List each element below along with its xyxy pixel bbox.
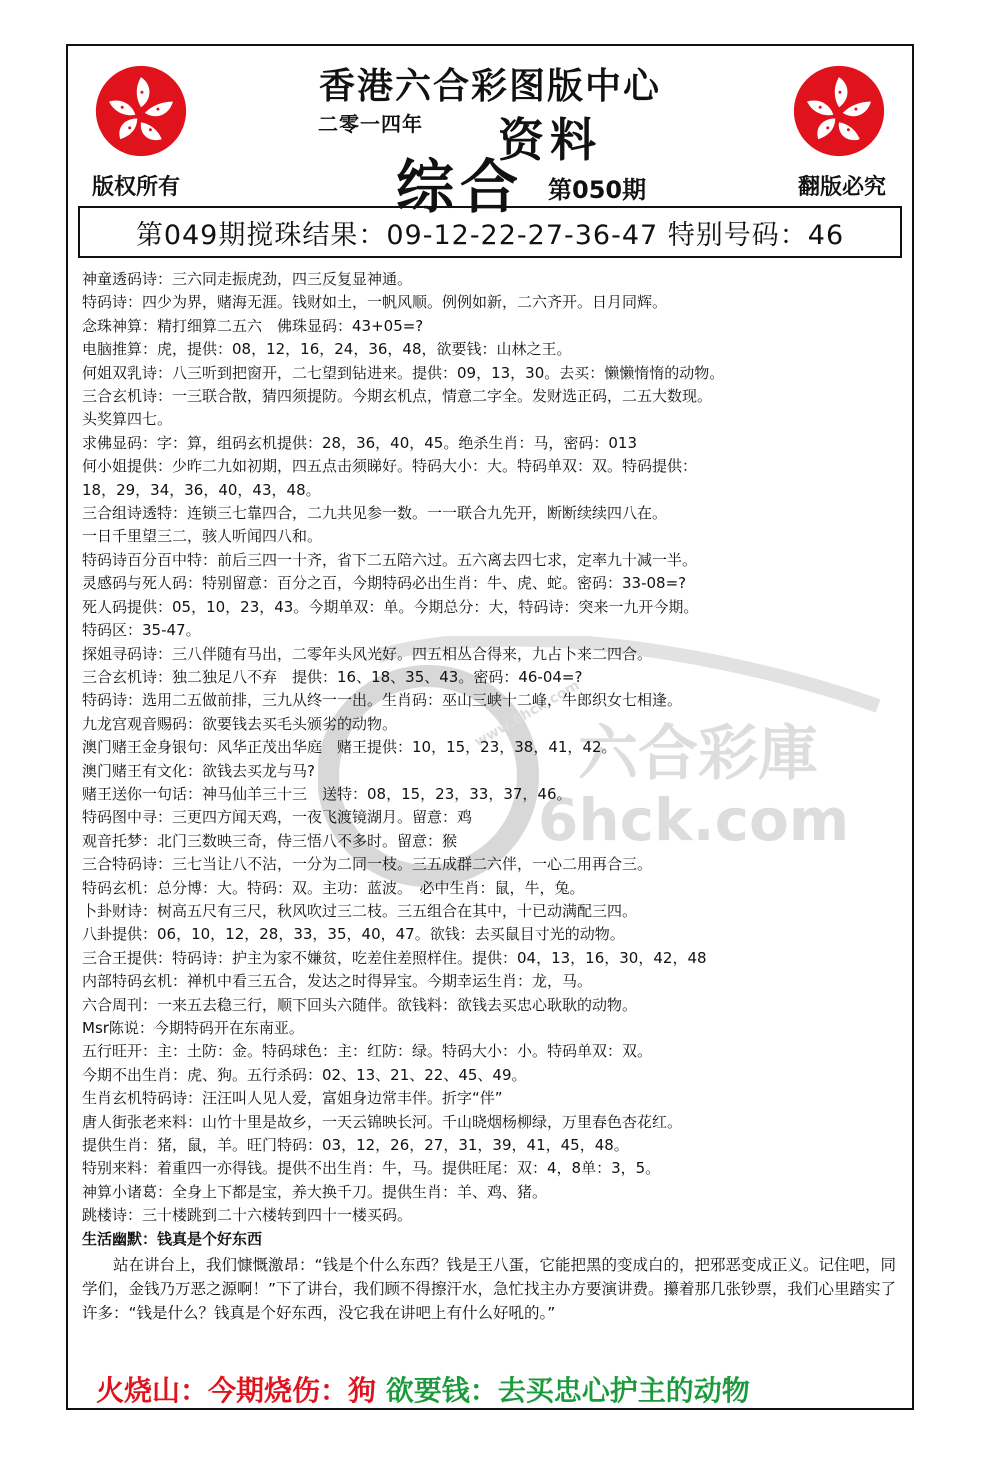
content-line: 九龙宫观音赐码：欲要钱去买毛头颁劣的动物。 [82,714,398,733]
content-body [82,268,904,1325]
content-line: 念珠神算：精打细算二五六 佛珠显码：43+05=? [82,316,424,335]
content-line: 澳门赌王有文化：欲钱去买龙与马? [82,761,315,780]
content-line: 求佛显码：字：算，组码玄机提供：28，36，40，45。绝杀生肖：马，密码：013 [82,433,637,452]
content-line: 八卦提供：06，10，12，28，33，35，40，47。欲钱：去买鼠目寸光的动物。 [82,925,625,944]
footer-green-text: 欲要钱：去买忠心护主的动物 [385,1374,750,1407]
content-line: 五行旺开：主：土防：金。特码球色：主：红防：绿。特码大小：小。特码单双：双。 [82,1042,653,1061]
content-line: 跳楼诗：三十楼跳到二十六楼转到四十一楼买码。 [82,1206,413,1225]
document-frame [66,44,914,1410]
content-line: 观音托梦：北门三数映三奇，侍三悟八不多时。留意：猴 [82,831,458,850]
no-copy-label: 翻版必究 [797,175,886,200]
content-line: 何小姐提供：少昨二九如初期，四五点击须睇好。特码大小：大。特码单双：双。特码提供： [82,457,698,476]
content-line: 三合王提供：特码诗：护主为家不嫌贫，吃差住差照样住。提供：04，13，16，30，42，48 [82,948,707,967]
header-title: 香港六合彩图版中心 [318,66,661,107]
draw-result-box [78,206,902,258]
footer-red-text: 火烧山：今期烧伤：狗 [96,1374,377,1407]
draw-result-text: 第049期搅珠结果：09-12-22-27-36-47 特别号码：46 [135,219,845,251]
content-line: 特码诗：选用二五做前排，三九从终一一出。生肖码：巫山三峡十二峰，牛郎织女七相逢。 [82,691,683,710]
content-line: 六合周刊：一来五去稳三行，顺下回头六随伴。欲钱料：欲钱去买忠心耿耿的动物。 [82,995,638,1014]
content-line: 卜卦财诗：树高五尺有三尺，秋风吹过三二枝。三五组合在其中，十已动满配三四。 [82,901,638,920]
content-line: 一日千里望三二，骇人听闻四八和。 [82,527,323,546]
watermark-small-url: www.6hck.com [471,677,583,751]
content-line: 何姐双乳诗：八三听到把窗开，二七望到钻进来。提供：09，13，30。去买：懒懒惰惰的动物。 [82,363,725,382]
content-line: 今期不出生肖：虎、狗。五行杀码：02、13、21、22、45、49。 [82,1065,527,1084]
humor-heading: 生活幽默：钱真是个好东西 [82,1229,263,1248]
content-line: 特码诗：四少为界，赌海无涯。钱财如土，一帆风顺。例例如新，二六齐开。日月同辉。 [82,293,668,312]
content-line: 三合特码诗：三七当让八不沾，一分为二同一枝。三五成群二六伴，一心二用再合三。 [82,855,653,874]
content-line: 生肖玄机特码诗：汪汪叫人见人爱，富姐身边常丰伴。折字“伴” [82,1089,503,1108]
content-line: 神童透码诗：三六同走振虎劲，四三反复显神通。 [82,270,413,288]
content-line: 头奖算四七。 [82,410,173,429]
header-big-title: 综合 [395,153,524,221]
content-line: 死人码提供：05，10，23，43。今期单双：单。今期总分：大，特码诗：突来一九开今期。 [82,597,699,616]
content-line: 灵感码与死人码：特别留意：百分之百，今期特码必出生肖：牛、虎、蛇。密码：33-08=? [82,574,687,593]
content-line: 探姐寻码诗：三八伴随有马出，二零年头风光好。四五相丛合得来，九占卜来二四合。 [82,644,653,663]
content-line: 澳门赌王金身银句：风华正茂出华庭 赌王提供：10，15，23，38，41，42。 [82,738,617,757]
content-line: 特码诗百分百中特：前后三四一十齐，省下二五陪六过。五六离去四七求，定率九十减一半。 [82,550,698,569]
content-line: 内部特码玄机：禅机中看三五合，发达之时得异宝。今期幸运生肖：龙，马。 [82,972,593,991]
footer-banner [96,1369,750,1409]
content-line: 唐人街张老来料：山竹十里是故乡，一天云锦映长河。千山晓烟杨柳绿，万里春色杏花红。 [82,1112,683,1131]
watermark-url: 6hck.com [538,786,850,854]
content-line: 三合玄机诗：独二独足八不弃 提供：16、18、35、43。密码：46-04=? [82,667,583,686]
content-line: 特别来料：着重四一亦得钱。提供不出生肖：牛，马。提供旺尾：双：4，8单：3，5。 [82,1159,661,1178]
content-line: 神算小诸葛：全身上下都是宝，养大换千刀。提供生肖：羊、鸡、猪。 [82,1182,548,1201]
humor-story: 站在讲台上，我们慷慨激昂：“钱是个什么东西？钱是王八蛋，它能把黑的变成白的，把邪恶变成正义。记住吧，同学们，金钱乃万恶之源啊！”下了讲台，我们顾不得擦汗水，急忙找主办方要演讲费。攥着那几张钞票，我们心里踏实了许多：“钱是什么？钱真是个好东西，没它我在讲吧上有什么好吼的。” [82,1256,897,1323]
header-big-title-right: 资料 [498,113,602,167]
header-year: 二零一四年 [318,112,423,136]
content-line: 特码玄机：总分博：大。特码：双。主功：蓝波。 必中生肖：鼠，牛，兔。 [82,878,585,897]
content-line: 电脑推算：虎，提供：08，12，16，24，36，48，欲要钱：山林之王。 [82,340,572,359]
content-line: Msr陈说：今期特码开在东南亚。 [82,1019,304,1037]
content-line: 提供生肖：猪，鼠，羊。旺门特码：03，12，26，27，31，39，41，45，48。 [82,1136,629,1155]
content-line: 赌王送你一句话：神马仙羊三十三 送特：08，15，23，33，37，46。 [82,784,572,803]
issue-number: 第050期 [548,176,647,204]
watermark-cn: 六合彩庫 [578,719,818,789]
content-line: 18，29，34，36，40，43，48。 [82,480,321,499]
content-line: 三合组诗透特：连锁三七靠四合，二九共见参一数。一一联合九先开，断断续续四八在。 [82,504,668,523]
content-line: 特码图中寻：三更四方闻天鸡，一夜飞渡镜湖月。留意：鸡 [82,808,473,827]
content-line: 特码区：35-47。 [82,621,201,640]
copyright-label: 版权所有 [92,175,181,200]
content-line: 三合玄机诗：一三联合散，猜四须提防。今期玄机点，情意二字全。发财选正码，二五大数现。 [82,387,713,406]
